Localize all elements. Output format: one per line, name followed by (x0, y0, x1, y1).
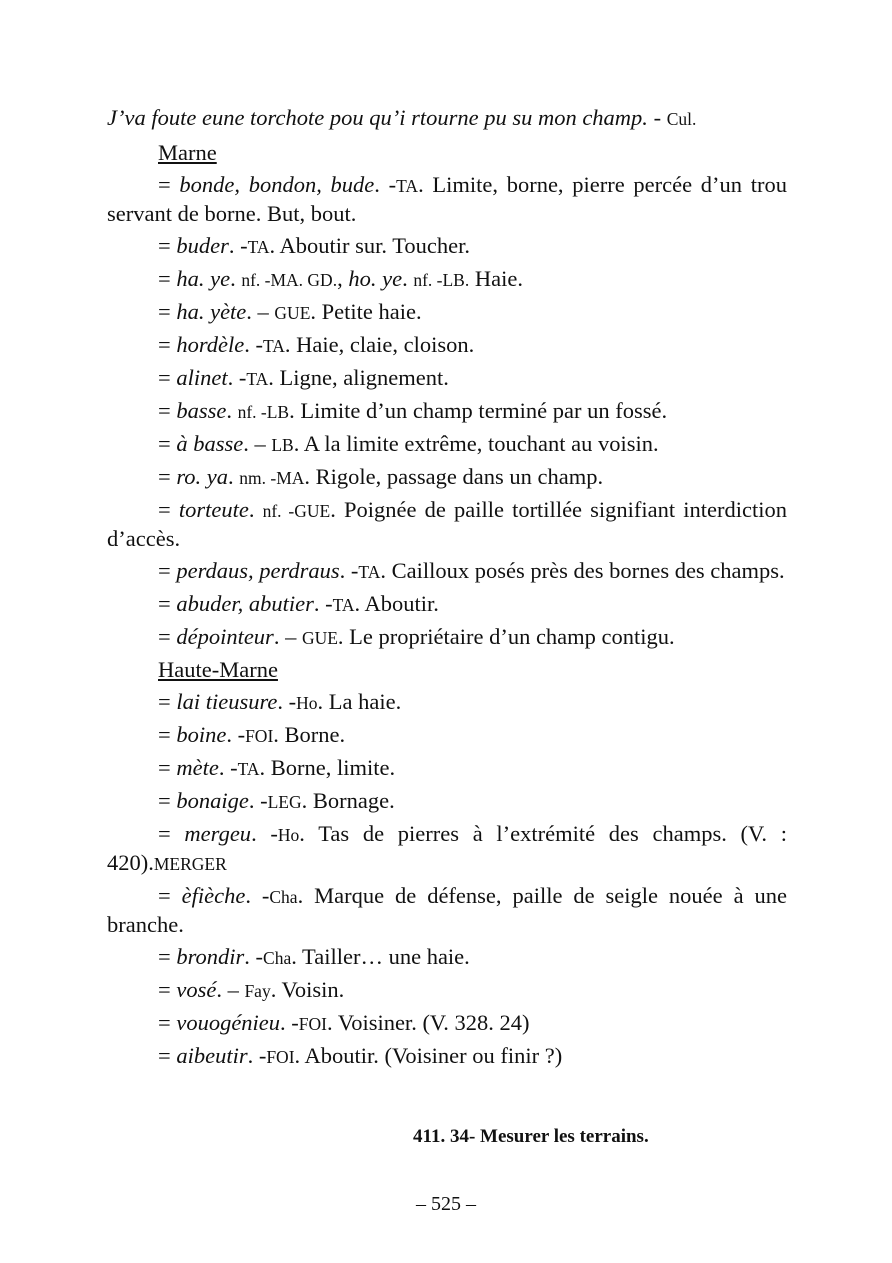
entry-punct: . - (244, 944, 264, 969)
entry-prefix: = (158, 591, 177, 616)
entry-definition: . Bornage. (301, 788, 395, 813)
entry-term: basse (176, 398, 227, 423)
entry (107, 882, 787, 939)
entry-term: à basse (176, 431, 244, 456)
entry-prefix: = (158, 755, 177, 780)
entry-prefix: = (158, 299, 177, 324)
entry-source: nf. -MA. GD. (241, 270, 338, 290)
entry-term: mergeu (184, 821, 252, 846)
entry-prefix: = (158, 821, 185, 846)
entry (107, 496, 787, 553)
entry-punct: . (402, 266, 414, 291)
entry-term: buder (176, 233, 229, 258)
entry-definition: . Tas de pierres à l’extrémité des champs. (V. (299, 821, 781, 846)
entry (107, 787, 787, 816)
page-number: – 525 – (416, 1193, 476, 1215)
entry-term: alinet (176, 365, 228, 390)
entry-term: dépointeur (176, 624, 274, 649)
entry-term: perdaus, perdraus (176, 558, 340, 583)
entry-source: Cha (269, 887, 298, 907)
entry-definition: . Rigole, passage dans un champ. (304, 464, 604, 489)
entry-term: torteute (178, 497, 249, 522)
entry-source: nm. -MA (239, 468, 305, 488)
entry-punct: . - (280, 1010, 299, 1035)
entry-prefix: = (158, 689, 177, 714)
entry-prefix: = (158, 497, 179, 522)
entry-definition: . Cailloux posés près des bornes des champs. (380, 558, 785, 583)
entry-prefix: = (158, 722, 177, 747)
entry-term: vouogénieu (176, 1010, 281, 1035)
entry-punct: . - (277, 689, 297, 714)
entry-prefix: = (158, 1043, 177, 1068)
entry-punct: . - (339, 558, 359, 583)
entry-punct: . (226, 398, 238, 423)
entry-punct: . – (216, 977, 245, 1002)
entry-punct: . – (243, 431, 272, 456)
entry-definition: , (337, 266, 349, 291)
entry-definition: . Petite haie. (310, 299, 422, 324)
entry-prefix: = (158, 464, 177, 489)
entry-definition: . Aboutir. (Voisiner ou finir ?) (294, 1043, 563, 1068)
entry-punct: : 420). (107, 821, 787, 875)
entry-prefix: = (158, 558, 177, 583)
entry-source: Cha (263, 948, 292, 968)
entry-prefix: = (158, 431, 177, 456)
entry-source: TA (237, 759, 260, 779)
entry-prefix: = (158, 977, 177, 1002)
page-body (107, 104, 787, 1075)
entry-punct: . - (313, 591, 333, 616)
entry-source: TA (332, 595, 355, 615)
entry (107, 623, 787, 652)
entry-source-alt: MERGER (153, 854, 227, 874)
entry-prefix: = (158, 883, 182, 908)
entry-term: ha. ye (176, 266, 231, 291)
entry (107, 1042, 787, 1071)
entry-prefix: = (158, 398, 177, 423)
quote-source: Cul. (666, 109, 697, 129)
entry (107, 976, 787, 1005)
entry-term: ha. yète (176, 299, 247, 324)
entry-punct: . – (246, 299, 275, 324)
intro-quote (107, 104, 787, 133)
entry-term-alt: ho. ye (348, 266, 403, 291)
entry-definition: . Voisin. (270, 977, 345, 1002)
entry-source: LB (271, 435, 294, 455)
entry-source: TA (246, 369, 269, 389)
entry-term: abuder, abutier (176, 591, 314, 616)
entry-definition-tail: Haie. (469, 266, 523, 291)
entry (107, 590, 787, 619)
entry-term: boine (176, 722, 227, 747)
entry-definition: . Marque de défense, paille de seigle nouée à une branche. (107, 883, 787, 937)
entry-definition: . Voisiner. (V. 328. 24) (327, 1010, 530, 1035)
entry (107, 1009, 787, 1038)
entry-term: lai tieusure (176, 689, 278, 714)
entry-definition: . A la limite extrême, touchant au voisin. (293, 431, 659, 456)
entry-source: LEG (267, 792, 302, 812)
entry-source: Fay (244, 981, 271, 1001)
entry-definition: . Borne, limite. (259, 755, 396, 780)
entry-punct: . (248, 497, 263, 522)
entry-term: vosé (176, 977, 217, 1002)
entry (107, 557, 787, 586)
entry-prefix: = (158, 233, 177, 258)
entry-definition: . Ligne, alignement. (268, 365, 449, 390)
entry (107, 171, 787, 228)
entry-term: bonaige (176, 788, 249, 813)
entry-source: GUE (274, 303, 311, 323)
entry-term: èfièche (181, 883, 246, 908)
marne-entries (107, 171, 787, 652)
entry-punct: . - (247, 1043, 267, 1068)
entry-term: brondir (176, 944, 245, 969)
entry (107, 754, 787, 783)
entry-prefix: = (158, 332, 177, 357)
entry-source: TA (262, 336, 285, 356)
entry-source: TA (247, 237, 270, 257)
section-title: 411. 34- Mesurer les terrains. (413, 1126, 649, 1147)
entry-source: Ho (277, 825, 300, 845)
entry-source: FOI (245, 726, 274, 746)
entry-term: hordèle (176, 332, 245, 357)
entry-source: nf. -LB (237, 402, 290, 422)
entry-punct: . - (248, 788, 268, 813)
entry-punct: . - (227, 365, 247, 390)
entry-punct: . - (218, 755, 238, 780)
entry (107, 943, 787, 972)
entry-definition: . Limite, borne, pierre percée d’un trou servant de borne. But, bout. (107, 172, 787, 226)
entry (107, 721, 787, 750)
entry-definition: . La haie. (317, 689, 402, 714)
heading-marne: Marne (158, 140, 217, 165)
entry-prefix: = (158, 624, 177, 649)
entry-source-alt: nf. -LB. (413, 270, 470, 290)
entry-prefix: = (158, 944, 177, 969)
entry-prefix: = (158, 266, 177, 291)
entry (107, 820, 787, 878)
entry-punct: . - (245, 883, 270, 908)
haute-marne-entries (107, 688, 787, 1071)
entry-punct: . (228, 464, 240, 489)
entry-source: Ho (296, 693, 318, 713)
entry-definition: . Aboutir. (354, 591, 439, 616)
entry-source: TA (358, 562, 381, 582)
entry (107, 298, 787, 327)
entry-punct: . (230, 266, 242, 291)
entry-definition: . Haie, claie, cloison. (284, 332, 475, 357)
entry-definition: . Le propriétaire d’un champ contigu. (337, 624, 675, 649)
entry-prefix: = (158, 172, 180, 197)
entry (107, 430, 787, 459)
entry-term: mète (176, 755, 219, 780)
entry-punct: . - (226, 722, 246, 747)
entry-punct: . - (251, 821, 278, 846)
entry (107, 364, 787, 393)
entry-source: TA (396, 176, 419, 196)
entry-source: nf. -GUE (262, 501, 331, 521)
entry (107, 463, 787, 492)
entry-term: ro. ya (176, 464, 228, 489)
entry-definition: . Limite d’un champ terminé par un fossé. (289, 398, 668, 423)
heading-haute-marne: Haute-Marne (158, 657, 278, 682)
entry (107, 331, 787, 360)
entry (107, 688, 787, 717)
entry-punct: . - (228, 233, 248, 258)
entry-term: aibeutir (176, 1043, 248, 1068)
entry-source: FOI (266, 1047, 295, 1067)
quote-separator: - (647, 105, 662, 130)
entry (107, 397, 787, 426)
quote-text: J’va foute eune torchote pou qu’i rtourne pu su mon champ. (107, 105, 648, 130)
entry (107, 232, 787, 261)
entry-source: FOI (298, 1014, 327, 1034)
entry-prefix: = (158, 788, 177, 813)
entry-term: bonde, bondon, bude (179, 172, 375, 197)
entry-prefix: = (158, 365, 177, 390)
entry-punct: . - (374, 172, 397, 197)
entry (107, 265, 787, 294)
entry-punct: . - (244, 332, 263, 357)
entry-definition: . Borne. (273, 722, 346, 747)
entry-source: GUE (301, 628, 338, 648)
entry-definition: . Tailler… une haie. (291, 944, 470, 969)
entry-prefix: = (158, 1010, 177, 1035)
entry-punct: . – (273, 624, 302, 649)
entry-definition: . Poignée de paille tortillée signifiant interdiction d’accès. (107, 497, 788, 551)
entry-definition: . Aboutir sur. Toucher. (269, 233, 471, 258)
